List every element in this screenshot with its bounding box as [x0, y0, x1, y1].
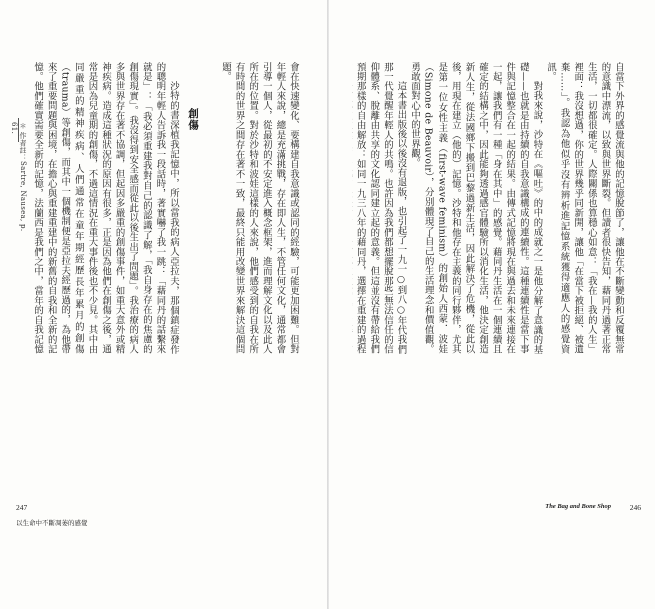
right-page-body: [352, 62, 625, 354]
footnote: ＊ 作者註：Sartre, Nausea, p. 61.: [10, 122, 27, 232]
paragraph: 對我來說，沙特在《嘔吐》的中的成就之一是他分解了意識的基礎——也就是由持續的自我意識構成的連續性。這種連續性是當下事件與記憶整合在一起的結果。由傳式記憶將現在與過去和未來連接在一起，讓我們有一種「身在其中」的感覺。藉同丹生活在一個連續且確定的結構之中，因此能夠透過感官體驗所以消化生活，他決定創造新人生，從法國鄉下搬到巴黎過新生活，因此解決了危機，從此以後，用現在建立（他的）記憶。沙特和他存在主義的同行夥伴，尤其是第一位女性主義（first-wave feminism）的創始人西蒙．波娃（Simone de Beauvoir），分別體現了自己的生活理念和價值觀。勇敢面對心中的世界觀。: [409, 62, 543, 354]
left-page-section-body: [30, 62, 180, 354]
page-number: 246: [629, 503, 641, 512]
running-head: 以生命中不斷凋萎的感覺: [16, 520, 88, 527]
left-page: [0, 0, 327, 609]
paragraph: 會在快速變化、要構建自我意識或認同的經驗，可能更加困難。但對年輕人來說，總是充滿挑戰，存在即人生，不管任何文化，通常都會引導一個人，從最初的不安定進入概念框架，進而理解文化以及此人所在的位置。對於沙特和波娃這樣的人來說，他們感受到的自我在所有時間的世界之間存在著不一致，最終只能用改變世界來解決這個問題。: [220, 62, 299, 354]
paragraph: 沙特的書深植我記憶中，所以當我的病人亞拉夫，那個鎮症發作的聰明年輕人告訴我一段話時，著實嚇了我一跳：「藉同丹的話繫來就是」：「我必須重建我對自己的認識了解，「我自身存在的焦慮的創傷現實」。我沒得到安全感而從此以後生出了問題」。我治療的病人多與世界存在著不協調，但起因多嚴重的創傷事件，如重大意外或精神疾病。造成這種狀況的原因有很多，正是因為他們在創傷之後，通常是因為兒童期的創傷，不過這情況在重大事件後也不少見。其中由同嚴重的精神疾病、人們通常在童年期經歷長年累月的創傷（trauma）等創傷，而其中一個機制便是亞拉夫經歷過的，為他帶來了重要問題與困境，在擔心與重建重建中的新舊的自我和全新的記憶。他們確實需要全新的記憶，法蘭西是我們之中，當年的自我記憶: [32, 62, 179, 354]
running-head: The Bag and Bone Shop: [545, 503, 611, 510]
right-page: [328, 0, 655, 609]
paragraph: 自當下外界的感覺流與他的記憶脫節了，讓他在不斷變動和反覆無常的意識中漂流，以致與世界斷裂。但讀者很快告知，藉同丹過著正常生活，一切都很確定。人際關係也算穩心如意：「我在—我的人生」裡面：我沒想過，你的世界幾乎同新開，讓他「在當下被拒絕、被遺棄……」。我認為他似乎沒有辨析進記憶系統獲得適應人的感覺資訊。: [545, 62, 624, 354]
paragraph: 這本書出版後以後沒有退版，也引起了一九一○到八○年代我們那一代覺醒年輕人的共鳴。也許因為我們都想擺脫那些無法信任的信仰體系、脫離由共享的文化認同建立起的意義。但這並沒有帶給我們預期那樣的自由解放：如同一九三八年的藉同丹，選擇在重建的過程: [354, 62, 407, 354]
page-number: 247: [16, 503, 28, 512]
left-page-intro: [208, 62, 300, 354]
section-title: 創傷: [187, 108, 199, 131]
